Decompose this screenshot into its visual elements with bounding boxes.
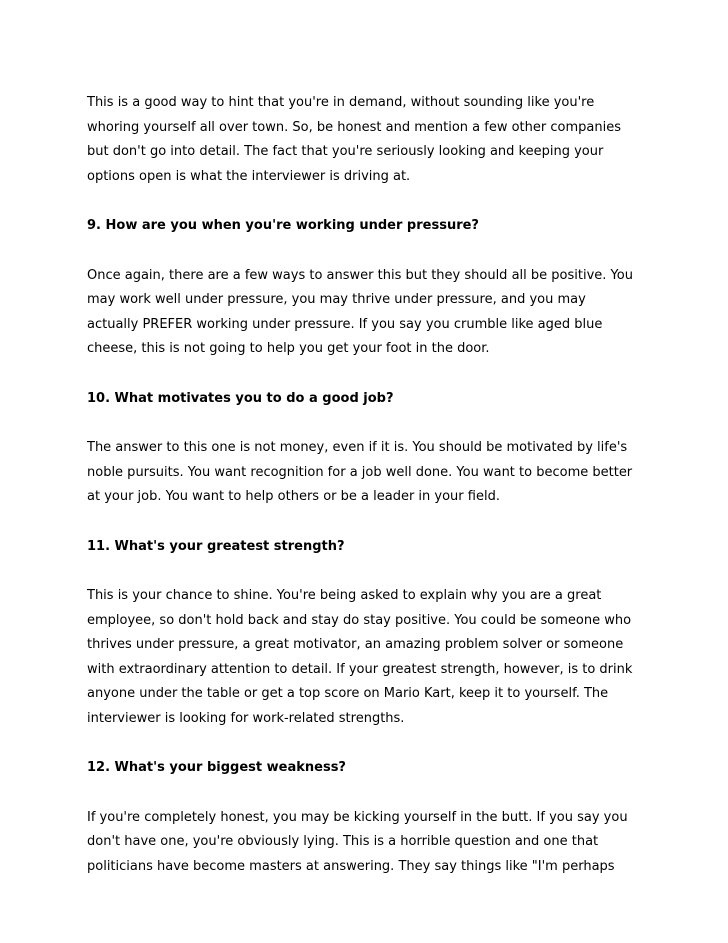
text-line: at your job. You want to help others or be a leader in your field.: [87, 489, 500, 504]
heading-question-10: 10. What motivates you to do a good job?: [87, 390, 394, 406]
paragraph-weakness: [87, 806, 667, 880]
text-line: Once again, there are a few ways to answer this but they should all be positive. You: [87, 267, 633, 283]
text-line: with extraordinary attention to detail. If your greatest strength, however, is to drink: [87, 661, 633, 677]
text-line: noble pursuits. You want recognition for a job well done. You want to become better: [87, 464, 633, 480]
text-line: don't have one, you're obviously lying. This is a horrible question and one that: [87, 834, 599, 849]
text-line: but don't go into detail. The fact that you're seriously looking and keeping your: [87, 144, 604, 159]
text-line: cheese, this is not going to help you get your foot in the door.: [87, 341, 490, 356]
text-line: thrives under pressure, a great motivator, an amazing problem solver or someone: [87, 637, 624, 652]
text-line: interviewer is looking for work-related strengths.: [87, 710, 405, 726]
document-page: [87, 91, 667, 904]
paragraph-demand: [87, 91, 667, 189]
heading-question-11: 11. What's your greatest strength?: [87, 538, 345, 554]
heading-question-12: 12. What's your biggest weakness?: [87, 760, 346, 775]
text-line: politicians have become masters at answering. They say things like "I'm perhaps: [87, 858, 615, 874]
paragraph-pressure: [87, 264, 667, 362]
paragraph-strength: [87, 584, 667, 731]
text-line: This is your chance to shine. You're being asked to explain why you are a great: [87, 588, 602, 603]
text-line: whoring yourself all over town. So, be honest and mention a few other companies: [87, 119, 621, 135]
heading-question-9: 9. How are you when you're working under pressure?: [87, 218, 479, 233]
text-line: anyone under the table or get a top score on Mario Kart, keep it to yourself. The: [87, 686, 609, 701]
text-line: employee, so don't hold back and stay do stay positive. You could be someone who: [87, 612, 632, 628]
text-line: options open is what the interviewer is driving at.: [87, 168, 411, 184]
text-line: actually PREFER working under pressure. If you say you crumble like aged blue: [87, 316, 603, 332]
text-line: If you're completely honest, you may be kicking yourself in the butt. If you say you: [87, 809, 628, 825]
text-line: The answer to this one is not money, even if it is. You should be motivated by life's: [87, 440, 628, 455]
text-line: may work well under pressure, you may thrive under pressure, and you may: [87, 292, 586, 307]
text-line: This is a good way to hint that you're in demand, without sounding like you're: [87, 95, 595, 110]
paragraph-motivation: [87, 436, 667, 510]
